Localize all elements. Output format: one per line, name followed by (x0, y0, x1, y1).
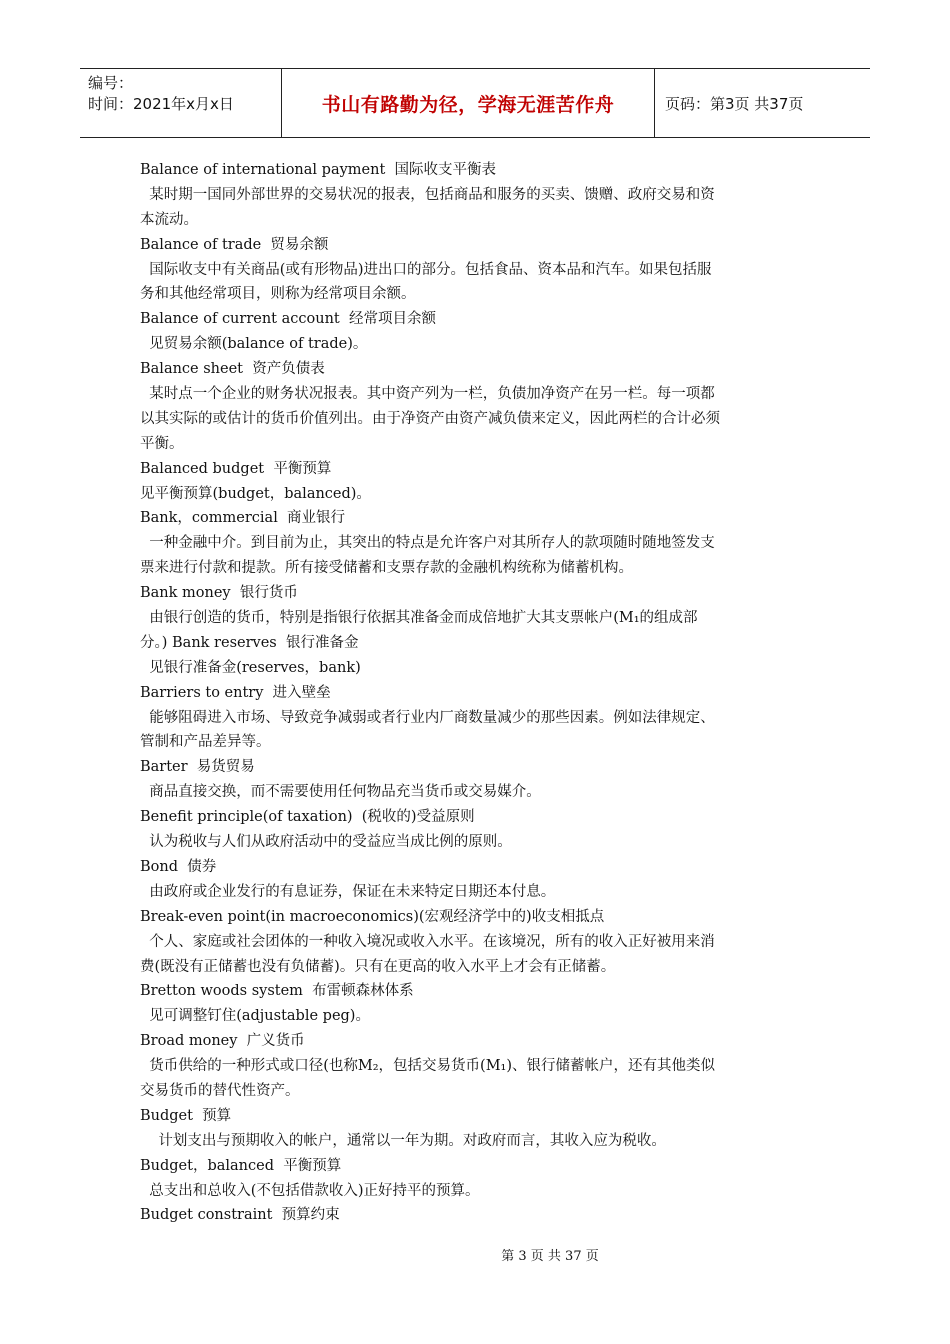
text-line: 由政府或企业发行的有息证券，保证在未来特定日期还本付息。 (140, 883, 556, 900)
text-line: Balance of trade 贸易余额 (140, 236, 329, 253)
text-line: Bank，commercial 商业银行 (140, 510, 346, 527)
text-line: Balance sheet 资产负债表 (140, 361, 325, 378)
text-line: 认为税收与人们从政府活动中的受益应当成比例的原则。 (140, 834, 512, 851)
text-line: 个人、家庭或社会团体的一种收入境况或收入水平。在该境况，所有的收入正好被用来消 (140, 933, 715, 950)
text-line: Balanced budget 平衡预算 (140, 460, 332, 477)
glossary-body (140, 158, 816, 1228)
text-line: 计划支出与预期收入的帐户，通常以一年为期。对政府而言，其收入应为税收。 (140, 1132, 666, 1149)
text-line: 商品直接交换，而不需要使用任何物品充当货币或交易媒介。 (140, 784, 541, 801)
text-line: 务和其他经常项目，则称为经常项目余额。 (140, 286, 416, 303)
text-line: Balance of current account 经常项目余额 (140, 311, 436, 328)
text-line: 见平衡预算(budget，balanced)。 (140, 485, 371, 502)
text-line: 票来进行付款和提款。所有接受储蓄和支票存款的金融机构统称为储蓄机构。 (140, 560, 633, 577)
text-line: 一种金融中介。到目前为止，其突出的特点是允许客户对其所存人的款项随时随地签发支 (140, 535, 715, 552)
text-line: Budget，balanced 平衡预算 (140, 1157, 342, 1174)
text-line: 见贸易余额(balance of trade)。 (140, 336, 368, 353)
text-line: Bond 债券 (140, 858, 217, 875)
text-line: Balance of international payment 国际收支平衡表 (140, 162, 496, 178)
text-line: 某时期一国同外部世界的交易状况的报表，包括商品和服务的买卖、馈赠、政府交易和资 (140, 186, 715, 203)
header-page-info: 页码：第3页 共37页 (665, 94, 804, 113)
text-line: 国际收支中有关商品(或有形物品)进出口的部分。包括食品、资本品和汽车。如果包括服 (140, 261, 712, 278)
text-line: Budget 预算 (140, 1107, 232, 1124)
text-line: 以其实际的或估计的货币价值列出。由于净资产由资产减负债来定义，因此两栏的合计必须 (140, 410, 720, 427)
text-line: Barriers to entry 进入壁垒 (140, 684, 331, 701)
document-number-label: 编号： (88, 74, 134, 92)
text-line: 货币供给的一种形式或口径(也称M₂，包括交易货币(M₁)、银行储蓄帐户，还有其他类似 (140, 1058, 716, 1075)
header-motto: 书山有路勤为径，学海无涯苦作舟 (321, 93, 615, 116)
text-line: 管制和产品差异等。 (140, 734, 271, 751)
text-line: Bretton woods system 布雷顿森林体系 (140, 983, 414, 1000)
text-line: 能够阻碍进入市场、导致竞争减弱或者行业内厂商数量减少的那些因素。例如法律规定、 (140, 709, 715, 726)
text-line: 见银行准备金(reserves，bank) (140, 659, 361, 676)
page-header (80, 68, 870, 138)
text-line: Bank money 银行货币 (140, 585, 298, 602)
header-motto-cell (282, 69, 655, 137)
text-line: Broad money 广义货币 (140, 1033, 305, 1050)
text-line: 由银行创造的货币，特别是指银行依据其准备金而成倍地扩大其支票帐户(M₁的组成部 (140, 610, 698, 627)
text-line: Budget constraint 预算约束 (140, 1207, 340, 1224)
text-line: 费(既没有正储蓄也没有负储蓄)。只有在更高的收入水平上才会有正储蓄。 (140, 958, 616, 975)
document-date-label: 时间：2021年x月x日 (88, 95, 234, 113)
text-line: Barter 易货贸易 (140, 759, 255, 776)
header-meta (80, 69, 282, 137)
text-line: 总支出和总收入(不包括借款收入)正好持平的预算。 (140, 1182, 480, 1199)
text-line: 某时点一个企业的财务状况报表。其中资产列为一栏，负债加净资产在另一栏。每一项都 (140, 386, 715, 403)
text-line: 交易货币的替代性资产。 (140, 1082, 300, 1099)
text-line: 见可调整钉住(adjustable peg)。 (140, 1008, 370, 1025)
text-line: 分。) Bank reserves 银行准备金 (140, 634, 359, 651)
page-footer: 第 3 页 共 37 页 (501, 1249, 599, 1264)
text-line: 本流动。 (140, 211, 198, 228)
text-line: Break-even point(in macroeconomics)(宏观经济学中的)收支相抵点 (140, 908, 605, 925)
text-line: 平衡。 (140, 435, 184, 452)
text-line: Benefit principle(of taxation) (税收的)受益原则 (140, 809, 475, 826)
